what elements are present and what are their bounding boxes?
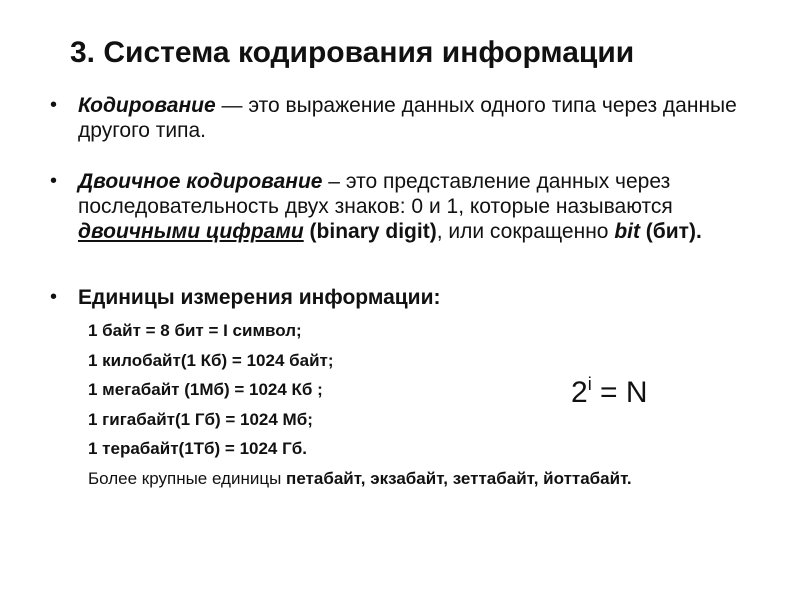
bullet-icon: •	[50, 94, 58, 116]
definition-text: — это выражение данных одного типа через данные другого типа.	[78, 94, 737, 142]
bullet-body	[78, 169, 770, 244]
unit-line-megabyte: 1 мегабайт (1Мб) = 1024 Кб ;	[88, 380, 323, 399]
term-binary-coding: Двоичное кодирование	[78, 170, 323, 193]
unit-line-byte: 1 байт = 8 бит = I символ;	[88, 321, 302, 340]
bullet-coding-definition	[50, 93, 770, 143]
formula-base: 2	[571, 376, 588, 409]
slide-title: 3. Система кодирования информации	[70, 36, 635, 69]
bullet-binary-coding	[50, 169, 770, 244]
bullet-icon: •	[50, 286, 58, 308]
formula-exponent: i	[587, 374, 592, 394]
definition-text: – это представление данных через последовательность двух знаков: 0 и 1, которые называются	[78, 170, 673, 218]
bullet-units-heading	[50, 285, 770, 310]
unit-line-kilobyte: 1 килобайт(1 Кб) = 1024 байт;	[88, 350, 334, 370]
formula	[571, 376, 648, 410]
term-coding: Кодирование	[78, 94, 216, 117]
bullet-body	[78, 93, 770, 143]
units-heading: Единицы измерения информации:	[78, 286, 441, 309]
term-bit: bit	[614, 220, 640, 243]
unit-line-terabyte: 1 терабайт(1Тб) = 1024 Гб.	[88, 439, 307, 458]
larger-units-names: петабайт, экзабайт, зеттабайт, йоттабайт.	[286, 469, 632, 488]
larger-units-note	[88, 464, 708, 494]
formula-rest: = N	[591, 376, 648, 409]
term-binary-digits: двоичными цифрами	[78, 220, 304, 243]
bullet-icon: •	[50, 170, 58, 192]
unit-line-gigabyte: 1 гигабайт(1 Гб) = 1024 Мб;	[88, 409, 313, 429]
term-bit-ru: (бит).	[639, 220, 702, 243]
larger-units-prefix: Более крупные единицы	[88, 469, 287, 488]
english-term: (binary digit)	[303, 220, 437, 243]
definition-text-2: , или сокращенно	[436, 220, 615, 243]
